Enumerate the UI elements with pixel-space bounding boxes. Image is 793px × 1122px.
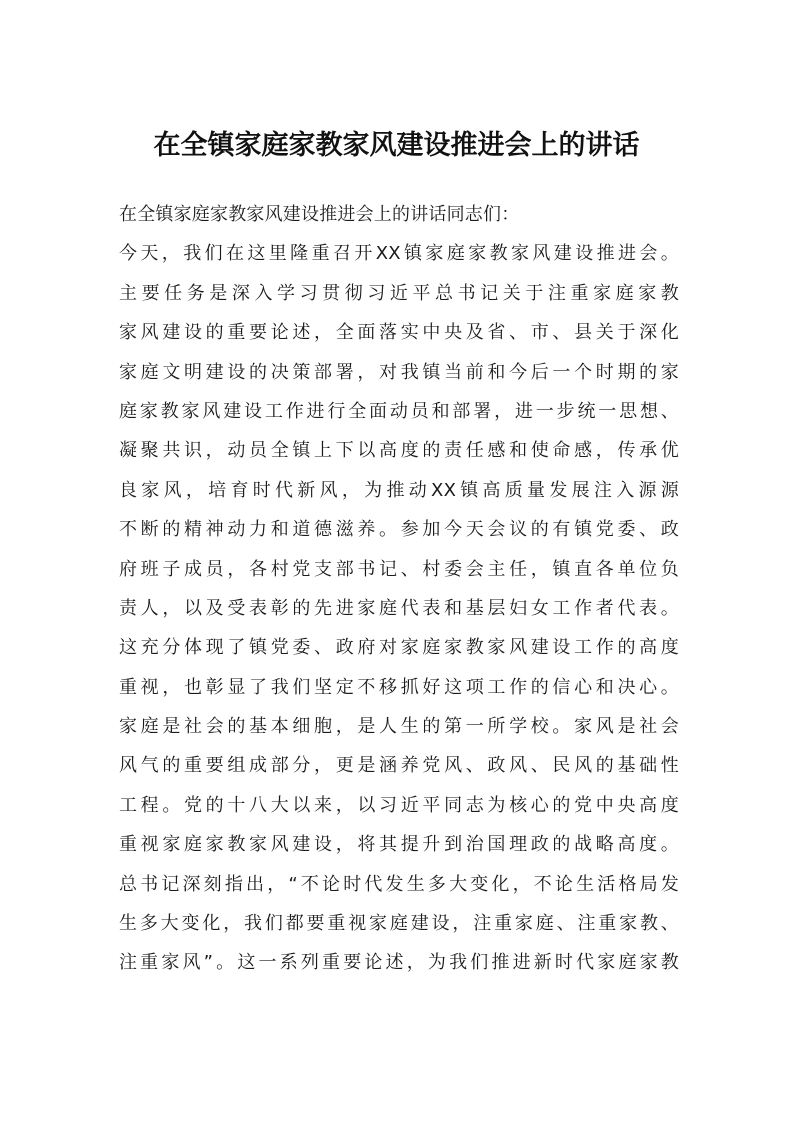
body-line: 注重家风”。这一系列重要论述，为我们推进新时代家庭家教 xyxy=(119,952,679,974)
document-body xyxy=(119,195,679,983)
body-line: 凝聚共识，动员全镇上下以高度的责任感和使命感，传承优 xyxy=(119,440,679,462)
document-title: 在全镇家庭家教家风建设推进会上的讲话 xyxy=(153,130,640,161)
body-line: 府班子成员，各村党支部书记、村委会主任，镇直各单位负 xyxy=(119,558,679,580)
body-line: 工程。党的十八大以来，以习近平同志为核心的党中央高度 xyxy=(119,794,679,816)
body-line: 生多大变化，我们都要重视家庭建设，注重家庭、注重家教、 xyxy=(119,913,679,935)
body-line: 家庭是社会的基本细胞，是人生的第一所学校。家风是社会 xyxy=(119,716,679,738)
body-line: 良家风，培育时代新风，为推动XX镇高质量发展注入源源 xyxy=(119,479,679,501)
body-line: 风气的重要组成部分，更是涵养党风、政风、民风的基础性 xyxy=(119,755,679,777)
body-line: 家庭文明建设的决策部署，对我镇当前和今后一个时期的家 xyxy=(119,361,679,383)
body-line: 今天，我们在这里隆重召开XX镇家庭家教家风建设推进会。 xyxy=(119,243,679,265)
body-line: 总书记深刻指出，“不论时代发生多大变化，不论生活格局发 xyxy=(119,873,679,895)
body-line: 家风建设的重要论述，全面落实中央及省、市、县关于深化 xyxy=(119,322,679,344)
body-line: 责人，以及受表彰的先进家庭代表和基层妇女工作者代表。 xyxy=(119,597,679,619)
body-line: 主要任务是深入学习贯彻习近平总书记关于注重家庭家教 xyxy=(119,282,679,304)
body-line: 不断的精神动力和道德滋养。参加今天会议的有镇党委、政 xyxy=(119,519,679,541)
body-line: 这充分体现了镇党委、政府对家庭家教家风建设工作的高度 xyxy=(119,637,679,659)
body-line: 重视家庭家教家风建设，将其提升到治国理政的战略高度。 xyxy=(119,834,679,856)
body-line: 重视，也彰显了我们坚定不移抓好这项工作的信心和决心。 xyxy=(119,676,679,698)
body-line: 在全镇家庭家教家风建设推进会上的讲话同志们： xyxy=(119,204,520,225)
body-line: 庭家教家风建设工作进行全面动员和部署，进一步统一思想、 xyxy=(119,400,679,422)
